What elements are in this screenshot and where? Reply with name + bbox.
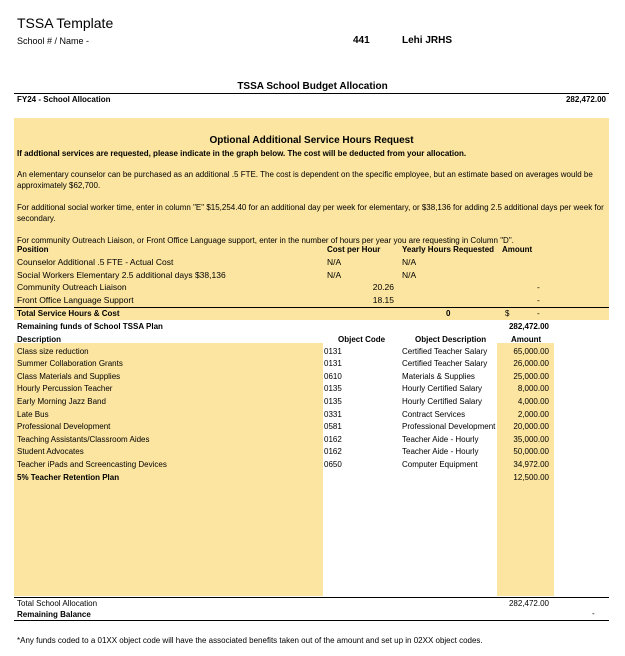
remaining-balance-label: Remaining Balance [17,610,91,619]
item-object-description: Certified Teacher Salary [402,347,488,356]
counselor-note: An elementary counselor can be purchased as an additional .5 FTE. The cost is dependent on the specific employee, but an estimate based on averages would be approximately $62,700. [17,170,593,190]
service-row-position: Social Workers Elementary 2.5 additional days $38,136 [17,270,226,280]
item-description[interactable]: Student Advocates [17,447,84,456]
service-row-cost: N/A [327,270,342,280]
budget-title: TSSA School Budget Allocation [237,81,388,92]
item-object-code: 0131 [324,347,342,356]
item-object-code: 0331 [324,410,342,419]
item-object-description: Certified Teacher Salary [402,359,488,368]
item-description[interactable]: 5% Teacher Retention Plan [17,473,120,482]
item-amount[interactable]: 65,000.00 [513,347,549,356]
item-object-code: 0162 [324,447,342,456]
item-object-description: Hourly Certified Salary [402,397,483,406]
item-amount[interactable]: 26,000.00 [513,359,549,368]
item-object-description: Professional Development [402,422,496,431]
col-position-header: Position [17,245,49,254]
remaining-funds-label: Remaining funds of School TSSA Plan [17,322,163,331]
total-service-currency: $ [505,309,510,318]
item-amount[interactable]: 20,000.00 [513,422,549,431]
col-amount-header: Amount [502,245,533,254]
service-row-position: Counselor Additional .5 FTE - Actual Cost [17,257,174,267]
remaining-balance-value: - [592,609,595,618]
service-row-hours: N/A [402,257,417,267]
item-object-code: 0135 [324,397,342,406]
item-description[interactable]: Early Morning Jazz Band [17,397,106,406]
item-object-code: 0135 [324,384,342,393]
optional-title: Optional Additional Service Hours Request [209,135,414,146]
service-row-amount: - [537,282,540,292]
total-service-divider [14,307,609,308]
item-amount[interactable]: 25,000.00 [513,372,549,381]
page-title: TSSA Template [17,15,114,31]
school-number: 441 [353,35,370,46]
liaison-note: For community Outreach Liaison, or Front Office Language support, enter in the number of hours per year you are requesting in Column "D". [17,236,514,245]
service-row-cost: 20.26 [372,282,394,292]
item-amount[interactable]: 2,000.00 [517,410,549,419]
service-row-hours-input[interactable] [402,282,492,293]
item-amount[interactable]: 4,000.00 [517,397,549,406]
school-name: Lehi JRHS [402,35,453,46]
item-amount[interactable]: 50,000.00 [513,447,549,456]
remaining-funds-value: 282,472.00 [508,322,549,331]
item-object-code: 0131 [324,359,342,368]
total-service-label: Total Service Hours & Cost [17,309,120,318]
total-service-amount: - [537,309,540,318]
col-amount-header: Amount [511,335,542,344]
total-allocation-label: Total School Allocation [17,599,98,608]
totals-divider [14,597,609,598]
item-description[interactable]: Summer Collaboration Grants [17,359,123,368]
item-description[interactable]: Class Materials and Supplies [17,372,121,381]
item-object-description: Teacher Aide - Hourly [402,447,479,456]
item-object-description: Hourly Certified Salary [402,384,483,393]
item-object-code: 0581 [324,422,342,431]
item-description[interactable]: Teacher iPads and Screencasting Devices [17,460,167,469]
item-object-description: Materials & Supplies [402,372,475,381]
item-object-code: 0610 [324,372,342,381]
col-hours-header: Yearly Hours Requested [402,245,495,254]
service-row-amount: - [537,295,540,305]
service-row-hours: N/A [402,270,417,280]
col-cost-header: Cost per Hour [327,245,381,254]
item-amount[interactable]: 8,000.00 [517,384,549,393]
school-label: School # / Name - [17,36,90,46]
item-amount[interactable]: 34,972.00 [513,460,549,469]
col-object-description-header: Object Description [415,335,487,344]
item-description[interactable]: Hourly Percussion Teacher [17,384,113,393]
item-description[interactable]: Professional Development [17,422,111,431]
item-description[interactable]: Late Bus [17,410,49,419]
item-description[interactable]: Class size reduction [17,347,89,356]
item-object-description: Teacher Aide - Hourly [402,435,479,444]
remaining-balance-divider [14,620,609,621]
item-description[interactable]: Teaching Assistants/Classroom Aides [17,435,150,444]
service-row-position: Community Outreach Liaison [17,282,127,292]
allocation-label: FY24 - School Allocation [17,95,111,104]
service-row-hours-input[interactable] [402,295,492,306]
item-amount[interactable]: 12,500.00 [513,473,549,482]
item-amount[interactable]: 35,000.00 [513,435,549,444]
service-row-cost: 18.15 [372,295,394,305]
service-row-cost: N/A [327,257,342,267]
allocation-value: 282,472.00 [565,95,606,104]
col-object-code-header: Object Code [338,335,386,344]
item-object-code: 0162 [324,435,342,444]
optional-subtitle: If addtional services are requested, please indicate in the graph below. The cost will be deducted from your allocation. [17,149,467,158]
service-row-position: Front Office Language Support [17,295,134,305]
item-object-description: Computer Equipment [402,460,478,469]
item-object-code: 0650 [324,460,342,469]
item-object-description: Contract Services [402,410,466,419]
social-worker-note: For additional social worker time, enter in column "E" $15,254.40 for an additional day per week for elementary, or $38,136 for adding 2.5 additional days per week for secondary. [17,203,604,223]
col-description-header: Description [17,335,62,344]
total-allocation-value: 282,472.00 [508,599,549,608]
total-service-hours: 0 [446,309,451,318]
footnote: *Any funds coded to a 01XX object code will have the associated benefits taken out of the amount and set up in 02XX object codes. [17,636,483,645]
